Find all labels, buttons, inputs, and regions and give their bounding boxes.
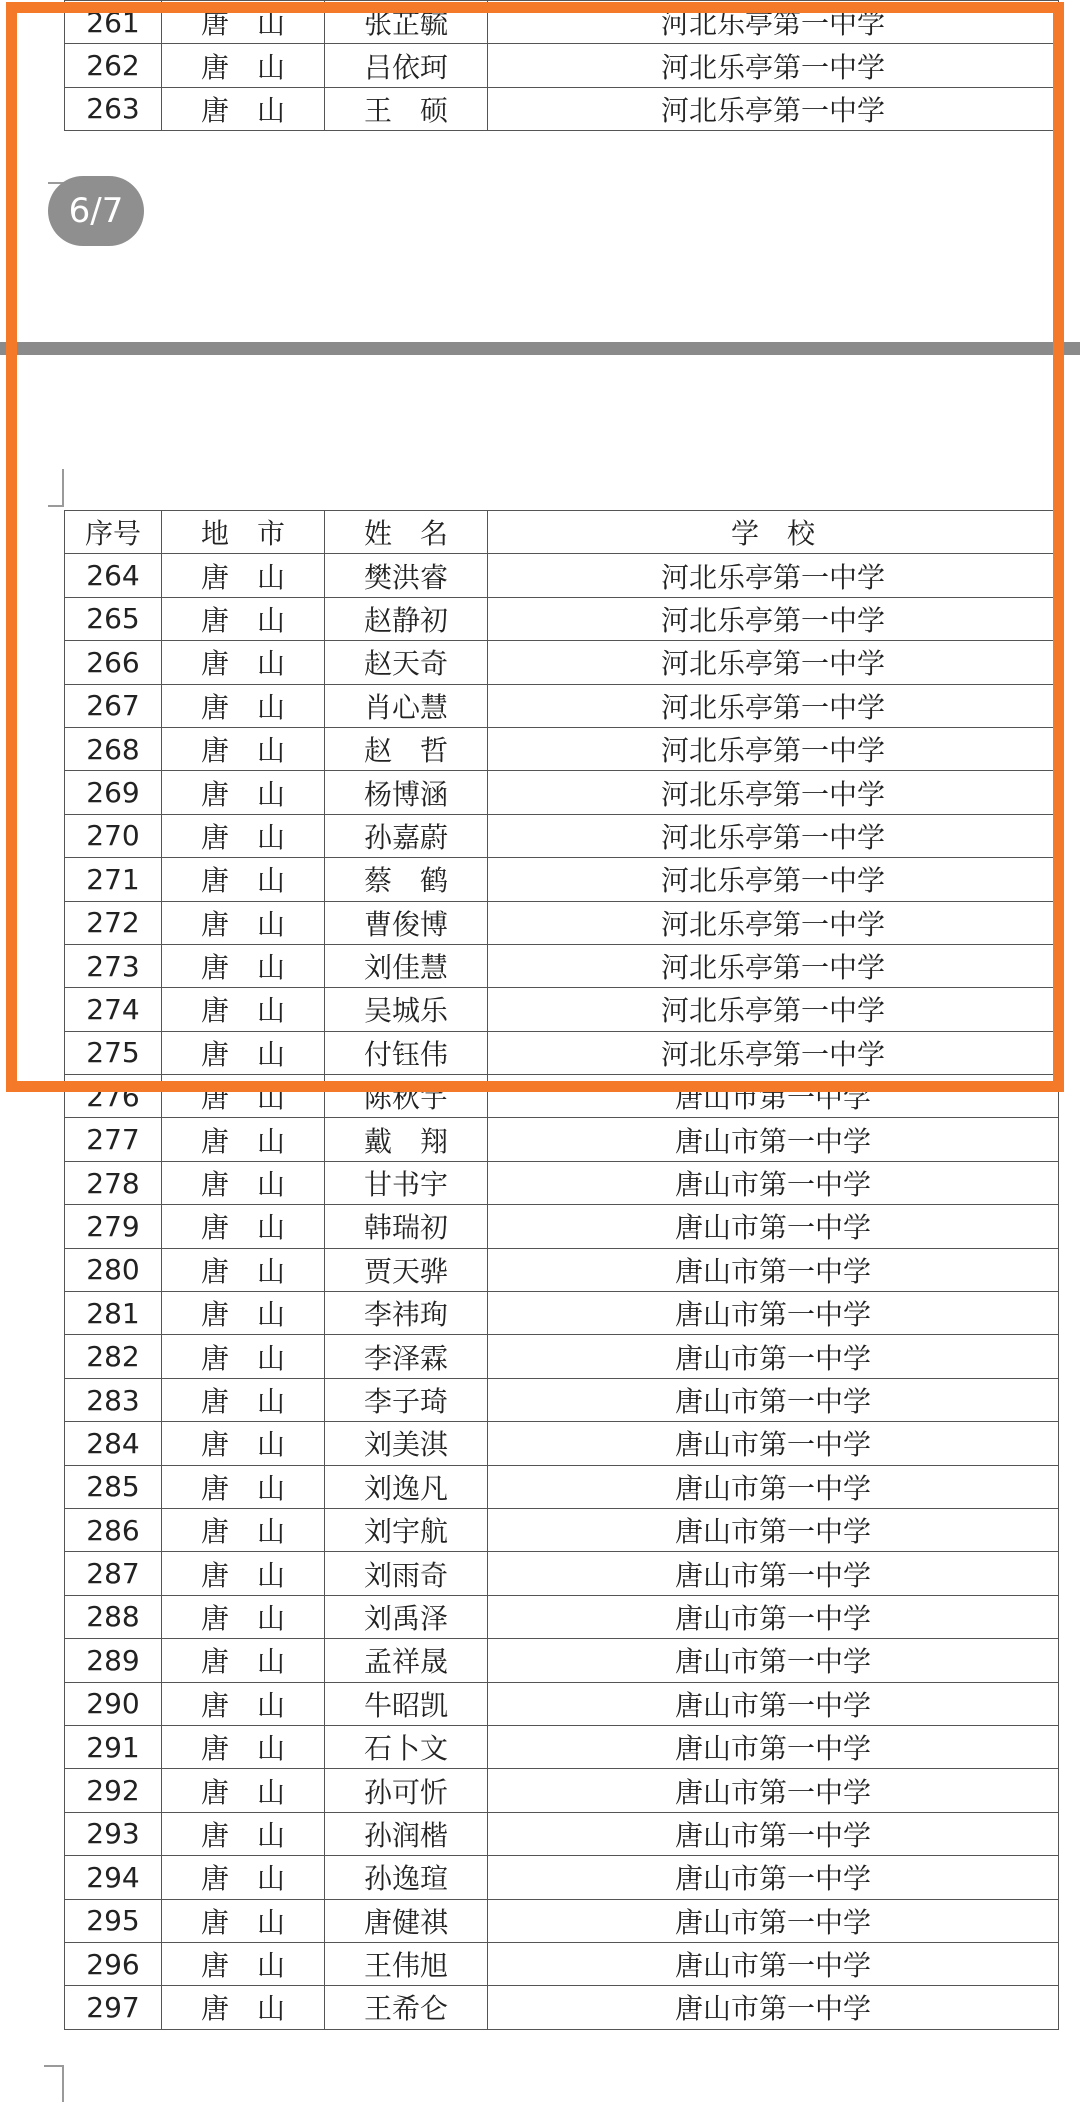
row-name: 牛昭凯	[325, 1682, 488, 1725]
row-name: 孙逸瑄	[325, 1856, 488, 1899]
row-name: 陈秋宇	[325, 1075, 488, 1118]
row-number: 276	[65, 1075, 162, 1118]
row-school: 河北乐亭第一中学	[488, 684, 1059, 727]
row-city: 唐 山	[162, 1248, 325, 1291]
table-row	[65, 771, 1059, 814]
row-school: 唐山市第一中学	[488, 1682, 1059, 1725]
table-header-row	[65, 511, 1059, 554]
row-city: 唐 山	[162, 1, 325, 44]
header-school: 学 校	[488, 511, 1059, 554]
row-name: 曹俊博	[325, 901, 488, 944]
row-number: 292	[65, 1769, 162, 1812]
row-school: 唐山市第一中学	[488, 1205, 1059, 1248]
row-name: 李子琦	[325, 1378, 488, 1421]
row-number: 262	[65, 44, 162, 87]
row-school: 河北乐亭第一中学	[488, 901, 1059, 944]
row-city: 唐 山	[162, 1335, 325, 1378]
row-name: 刘佳慧	[325, 944, 488, 987]
table-row	[65, 684, 1059, 727]
row-number: 265	[65, 597, 162, 640]
row-city: 唐 山	[162, 1161, 325, 1204]
row-name: 甘书宇	[325, 1161, 488, 1204]
row-name: 刘逸凡	[325, 1465, 488, 1508]
table-row	[65, 641, 1059, 684]
row-name: 杨博涵	[325, 771, 488, 814]
page-break-divider	[0, 342, 1080, 355]
row-number: 281	[65, 1292, 162, 1335]
table-row	[65, 554, 1059, 597]
row-number: 272	[65, 901, 162, 944]
table-row	[65, 814, 1059, 857]
document-page-top	[0, 0, 1080, 342]
row-name: 赵静初	[325, 597, 488, 640]
row-school: 唐山市第一中学	[488, 1725, 1059, 1768]
table-row	[65, 1899, 1059, 1942]
row-number: 293	[65, 1812, 162, 1855]
row-number: 290	[65, 1682, 162, 1725]
row-school: 唐山市第一中学	[488, 1075, 1059, 1118]
row-name: 刘美淇	[325, 1422, 488, 1465]
row-number: 274	[65, 988, 162, 1031]
row-number: 264	[65, 554, 162, 597]
row-city: 唐 山	[162, 1292, 325, 1335]
row-city: 唐 山	[162, 1075, 325, 1118]
row-name: 孙嘉蔚	[325, 814, 488, 857]
row-city: 唐 山	[162, 641, 325, 684]
table-row	[65, 944, 1059, 987]
row-number: 280	[65, 1248, 162, 1291]
row-school: 河北乐亭第一中学	[488, 858, 1059, 901]
row-name: 赵 哲	[325, 727, 488, 770]
row-number: 282	[65, 1335, 162, 1378]
row-number: 285	[65, 1465, 162, 1508]
row-name: 李祎珣	[325, 1292, 488, 1335]
table-row	[65, 1161, 1059, 1204]
table-row	[65, 1856, 1059, 1899]
row-number: 278	[65, 1161, 162, 1204]
row-number: 286	[65, 1508, 162, 1551]
header-name: 姓 名	[325, 511, 488, 554]
table-row	[65, 1465, 1059, 1508]
page-corner-mark	[62, 2065, 64, 2102]
table-row	[65, 727, 1059, 770]
table-row	[65, 87, 1059, 130]
page-corner-mark	[44, 2065, 64, 2067]
table-row	[65, 858, 1059, 901]
page-corner-mark	[48, 505, 64, 507]
row-city: 唐 山	[162, 1508, 325, 1551]
header-city: 地 市	[162, 511, 325, 554]
row-school: 唐山市第一中学	[488, 1422, 1059, 1465]
row-name: 王伟旭	[325, 1942, 488, 1985]
table-row	[65, 1769, 1059, 1812]
table-row	[65, 1248, 1059, 1291]
roster-table-bottom	[64, 510, 1059, 2030]
row-school: 唐山市第一中学	[488, 1118, 1059, 1161]
row-name: 李泽霖	[325, 1335, 488, 1378]
table-row	[65, 597, 1059, 640]
row-name: 蔡 鹤	[325, 858, 488, 901]
row-city: 唐 山	[162, 1118, 325, 1161]
table-row	[65, 901, 1059, 944]
row-school: 河北乐亭第一中学	[488, 814, 1059, 857]
row-city: 唐 山	[162, 1899, 325, 1942]
row-city: 唐 山	[162, 44, 325, 87]
table-row	[65, 1639, 1059, 1682]
row-number: 295	[65, 1899, 162, 1942]
row-name: 刘禹泽	[325, 1595, 488, 1638]
row-number: 297	[65, 1986, 162, 2029]
row-number: 283	[65, 1378, 162, 1421]
table-row	[65, 1812, 1059, 1855]
table-row	[65, 1682, 1059, 1725]
row-number: 268	[65, 727, 162, 770]
table-row	[65, 1508, 1059, 1551]
row-school: 河北乐亭第一中学	[488, 1031, 1059, 1074]
row-city: 唐 山	[162, 1769, 325, 1812]
row-city: 唐 山	[162, 1856, 325, 1899]
row-city: 唐 山	[162, 727, 325, 770]
header-no: 序号	[65, 511, 162, 554]
row-city: 唐 山	[162, 1378, 325, 1421]
table-row	[65, 1378, 1059, 1421]
row-city: 唐 山	[162, 87, 325, 130]
table-row	[65, 1595, 1059, 1638]
row-name: 付钰伟	[325, 1031, 488, 1074]
row-name: 孙润楷	[325, 1812, 488, 1855]
row-name: 肖心慧	[325, 684, 488, 727]
table-row	[65, 1335, 1059, 1378]
row-name: 唐健祺	[325, 1899, 488, 1942]
row-number: 291	[65, 1725, 162, 1768]
row-name: 刘宇航	[325, 1508, 488, 1551]
row-name: 王 硕	[325, 87, 488, 130]
row-number: 284	[65, 1422, 162, 1465]
row-city: 唐 山	[162, 1595, 325, 1638]
row-school: 河北乐亭第一中学	[488, 988, 1059, 1031]
row-city: 唐 山	[162, 1552, 325, 1595]
table-row	[65, 1075, 1059, 1118]
row-number: 266	[65, 641, 162, 684]
row-school: 唐山市第一中学	[488, 1378, 1059, 1421]
row-city: 唐 山	[162, 1725, 325, 1768]
row-number: 275	[65, 1031, 162, 1074]
table-row	[65, 988, 1059, 1031]
row-school: 唐山市第一中学	[488, 1508, 1059, 1551]
row-number: 289	[65, 1639, 162, 1682]
row-school: 河北乐亭第一中学	[488, 44, 1059, 87]
row-city: 唐 山	[162, 988, 325, 1031]
row-city: 唐 山	[162, 684, 325, 727]
row-city: 唐 山	[162, 1812, 325, 1855]
row-number: 277	[65, 1118, 162, 1161]
row-number: 294	[65, 1856, 162, 1899]
row-city: 唐 山	[162, 1031, 325, 1074]
row-name: 张芷毓	[325, 1, 488, 44]
page-corner-mark	[62, 469, 64, 507]
row-number: 288	[65, 1595, 162, 1638]
row-city: 唐 山	[162, 1986, 325, 2029]
table-row	[65, 1942, 1059, 1985]
roster-table-top	[64, 0, 1059, 131]
row-school: 河北乐亭第一中学	[488, 87, 1059, 130]
row-school: 河北乐亭第一中学	[488, 727, 1059, 770]
table-row	[65, 1031, 1059, 1074]
row-school: 唐山市第一中学	[488, 1942, 1059, 1985]
row-city: 唐 山	[162, 858, 325, 901]
table-row	[65, 1552, 1059, 1595]
row-school: 唐山市第一中学	[488, 1856, 1059, 1899]
row-city: 唐 山	[162, 814, 325, 857]
row-city: 唐 山	[162, 1682, 325, 1725]
row-school: 唐山市第一中学	[488, 1899, 1059, 1942]
row-city: 唐 山	[162, 944, 325, 987]
row-name: 贾天骅	[325, 1248, 488, 1291]
row-number: 269	[65, 771, 162, 814]
row-city: 唐 山	[162, 1205, 325, 1248]
row-city: 唐 山	[162, 1942, 325, 1985]
row-school: 唐山市第一中学	[488, 1639, 1059, 1682]
row-school: 唐山市第一中学	[488, 1292, 1059, 1335]
row-school: 唐山市第一中学	[488, 1986, 1059, 2029]
row-city: 唐 山	[162, 1422, 325, 1465]
row-number: 267	[65, 684, 162, 727]
row-school: 河北乐亭第一中学	[488, 1, 1059, 44]
row-school: 唐山市第一中学	[488, 1595, 1059, 1638]
row-name: 樊洪睿	[325, 554, 488, 597]
row-name: 石卜文	[325, 1725, 488, 1768]
row-school: 唐山市第一中学	[488, 1552, 1059, 1595]
row-school: 唐山市第一中学	[488, 1465, 1059, 1508]
row-number: 271	[65, 858, 162, 901]
row-school: 河北乐亭第一中学	[488, 554, 1059, 597]
row-name: 刘雨奇	[325, 1552, 488, 1595]
row-school: 唐山市第一中学	[488, 1769, 1059, 1812]
row-school: 河北乐亭第一中学	[488, 771, 1059, 814]
row-number: 279	[65, 1205, 162, 1248]
row-name: 王希仑	[325, 1986, 488, 2029]
table-row	[65, 1725, 1059, 1768]
page-indicator: 6/7	[48, 176, 144, 246]
table-row	[65, 1118, 1059, 1161]
row-number: 287	[65, 1552, 162, 1595]
row-name: 赵天奇	[325, 641, 488, 684]
row-number: 273	[65, 944, 162, 987]
table-row	[65, 1986, 1059, 2029]
table-row	[65, 1, 1059, 44]
row-name: 孟祥晟	[325, 1639, 488, 1682]
row-school: 唐山市第一中学	[488, 1161, 1059, 1204]
table-row	[65, 1292, 1059, 1335]
row-school: 唐山市第一中学	[488, 1812, 1059, 1855]
row-city: 唐 山	[162, 901, 325, 944]
row-name: 吕依珂	[325, 44, 488, 87]
row-school: 河北乐亭第一中学	[488, 641, 1059, 684]
row-name: 韩瑞初	[325, 1205, 488, 1248]
row-name: 戴 翔	[325, 1118, 488, 1161]
row-name: 吴城乐	[325, 988, 488, 1031]
row-city: 唐 山	[162, 554, 325, 597]
row-city: 唐 山	[162, 1639, 325, 1682]
row-city: 唐 山	[162, 1465, 325, 1508]
row-school: 唐山市第一中学	[488, 1335, 1059, 1378]
row-school: 唐山市第一中学	[488, 1248, 1059, 1291]
row-number: 270	[65, 814, 162, 857]
row-number: 261	[65, 1, 162, 44]
row-school: 河北乐亭第一中学	[488, 944, 1059, 987]
row-city: 唐 山	[162, 597, 325, 640]
table-row	[65, 1422, 1059, 1465]
row-number: 263	[65, 87, 162, 130]
table-row	[65, 44, 1059, 87]
row-city: 唐 山	[162, 771, 325, 814]
table-row	[65, 1205, 1059, 1248]
row-number: 296	[65, 1942, 162, 1985]
row-name: 孙可忻	[325, 1769, 488, 1812]
row-school: 河北乐亭第一中学	[488, 597, 1059, 640]
